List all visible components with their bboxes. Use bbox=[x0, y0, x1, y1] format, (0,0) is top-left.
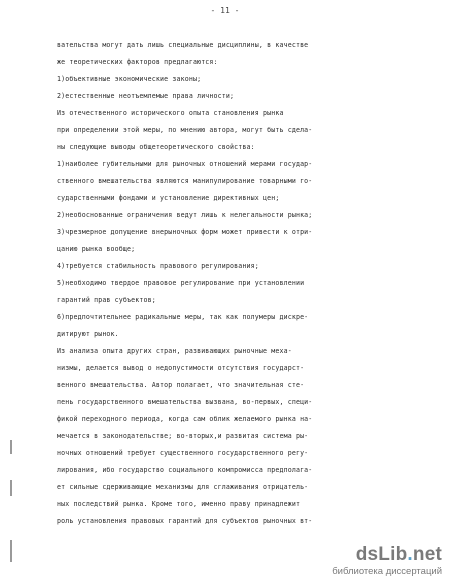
text-line: 6)предпочтительнее радикальные меры, так как полумеры дискре- bbox=[57, 313, 309, 321]
text-line: венного вмешательства. Автор полагает, что значительная сте- bbox=[57, 381, 305, 389]
text-line: роль установления правовых гарантий для субъектов рыночных вт- bbox=[57, 517, 313, 525]
text-line: цанию рынка вообще; bbox=[57, 245, 136, 253]
text-line: же теоретических факторов предлагаются: bbox=[57, 58, 218, 66]
text-line: дитируют рынок. bbox=[57, 330, 119, 338]
text-line: мечается в законодательстве; во-вторых,и развитая система ры- bbox=[57, 432, 309, 440]
margin-mark bbox=[10, 540, 12, 562]
text-line: 2)необоснованные ограничения ведут лишь к нелегальности рынка; bbox=[57, 211, 313, 219]
text-line: ны следующие выводы общетеоретического свойства: bbox=[57, 143, 255, 151]
text-line: ственного вмешательства являются манипулирование товарными го- bbox=[57, 177, 313, 185]
text-line: ных последствий рынка. Кроме того, именно праву принадлежит bbox=[57, 500, 301, 508]
text-line: фикой переходного периода, когда сам облик желаемого рынка на- bbox=[57, 415, 313, 423]
page-number: - 11 - bbox=[210, 6, 240, 15]
text-line: 4)требуется стабильность правового регулирования; bbox=[57, 262, 259, 270]
text-line: при определении этой меры, по мнению автора, могут быть сдела- bbox=[57, 126, 313, 134]
logo-wordmark: dsLib.net bbox=[355, 544, 442, 565]
text-line: сударственными фондами и установление директивных цен; bbox=[57, 194, 280, 202]
text-line: гарантий прав субъектов; bbox=[57, 296, 156, 304]
text-line: низмы, делается вывод о недопустимости отсутствия государст- bbox=[57, 364, 305, 372]
text-line: вательства могут дать лишь специальные дисциплины, в качестве bbox=[57, 41, 309, 49]
text-line: ночных отношений требует существенного государственного регу- bbox=[57, 449, 309, 457]
logo-subtitle: библиотека диссертаций bbox=[332, 566, 442, 577]
text-line: 1)объективные экономические законы; bbox=[57, 75, 202, 83]
text-line: Из отечественного исторического опыта становления рынка bbox=[57, 109, 284, 117]
text-line: 2)естественные неотъемлемые права личности; bbox=[57, 92, 235, 100]
margin-mark bbox=[10, 440, 12, 454]
text-line: Из анализа опыта других стран, развивающих рыночные меха- bbox=[57, 347, 292, 355]
text-line: ет сильные сдерживающие механизмы для сглаживания отрицатель- bbox=[57, 483, 309, 491]
dslib-logo[interactable] bbox=[312, 544, 442, 578]
text-line: пень государственного вмешательства вызвана, во-первых, специ- bbox=[57, 398, 313, 406]
text-line: 3)чрезмерное допущение внерыночных форм может привести к отри- bbox=[57, 228, 313, 236]
text-line: 5)необходимо твердое правовое регулирование при установлении bbox=[57, 279, 305, 287]
margin-mark bbox=[10, 480, 12, 496]
text-line: лирования, ибо государство социального компромисса предполага- bbox=[57, 466, 313, 474]
text-line: 1)наиболее губительными для рыночных отношений мерами государ- bbox=[57, 160, 313, 168]
